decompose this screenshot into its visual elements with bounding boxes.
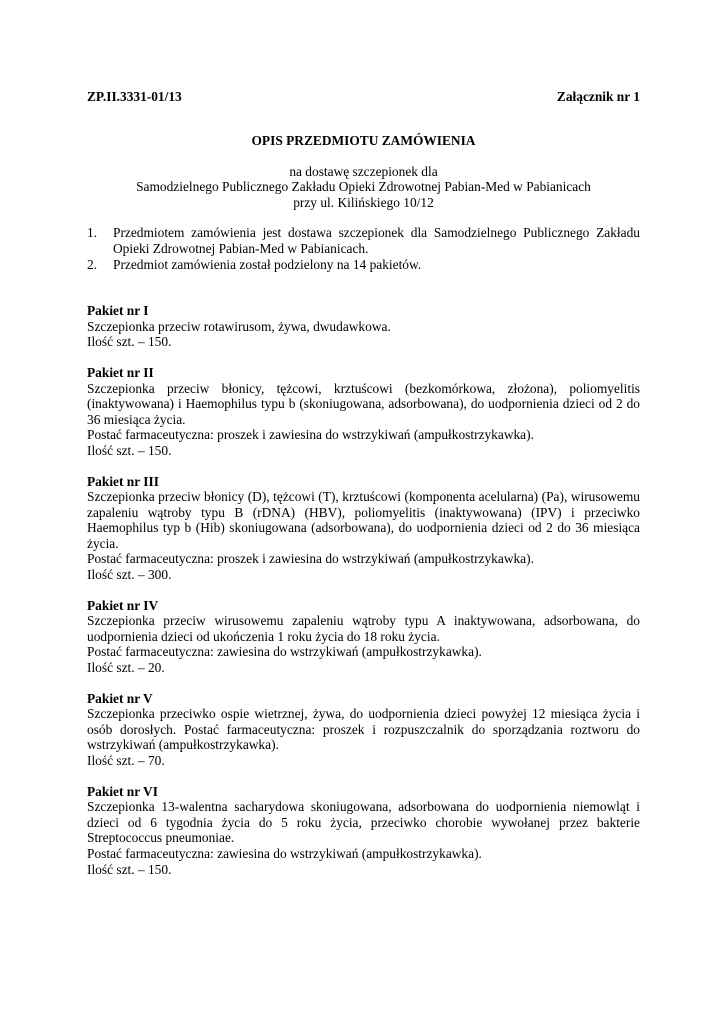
subtitle-line: na dostawę szczepionek dla (289, 163, 438, 179)
package-4 (87, 598, 640, 676)
attachment-label: Załącznik nr 1 (556, 89, 640, 104)
package-line: Ilość szt. – 150. (87, 334, 172, 350)
package-title: Pakiet nr V (87, 690, 153, 706)
package-title: Pakiet nr VI (87, 783, 158, 799)
package-line: Szczepionka przeciw błonicy, tężcowi, krztuścowi (bezkomórkowa, złożona), poliomyelitis (inaktywowana) i Haemophilus typu b (skoniugowana, adsorbowana), do uodpornienia dzieci od 2 do 36 miesiąca życia. (87, 380, 640, 427)
intro-item (87, 225, 640, 256)
package-line: Szczepionka przeciw rotawirusom, żywa, dwudawkowa. (87, 318, 391, 334)
package-line: Ilość szt. – 300. (87, 567, 172, 583)
package-6 (87, 784, 640, 878)
document-subtitle (87, 164, 640, 211)
package-title: Pakiet nr I (87, 303, 149, 319)
package-title: Pakiet nr II (87, 364, 154, 380)
intro-list (87, 225, 640, 272)
package-title: Pakiet nr IV (87, 597, 159, 613)
document-page (87, 89, 640, 877)
package-title: Pakiet nr III (87, 473, 159, 489)
document-title: OPIS PRZEDMIOTU ZAMÓWIENIA (251, 133, 476, 148)
package-1 (87, 303, 640, 350)
package-line: Postać farmaceutyczna: zawiesina do wstrzykiwań (ampułkostrzykawka). (87, 845, 482, 861)
package-3 (87, 474, 640, 583)
package-line: Ilość szt. – 20. (87, 660, 165, 676)
document-header (87, 89, 640, 105)
package-2 (87, 365, 640, 459)
package-line: Ilość szt. – 150. (87, 861, 172, 877)
subtitle-line: Samodzielnego Publicznego Zakładu Opieki Zdrowotnej Pabian-Med w Pabianicach (136, 179, 591, 195)
package-line: Ilość szt. – 150. (87, 442, 172, 458)
intro-item (87, 257, 640, 273)
package-line: Postać farmaceutyczna: proszek i zawiesina do wstrzykiwań (ampułkostrzykawka). (87, 427, 534, 443)
intro-item-number: 2. (87, 256, 98, 272)
package-line: Szczepionka 13-walentna sacharydowa skoniugowana, adsorbowana do uodpornienia niemowląt i dzieci od 6 tygodnia życia do 5 roku życia, przeciwko chorobie wywołanej przez bakterie Streptococcus pneumoniae. (87, 799, 640, 846)
package-line: Postać farmaceutyczna: proszek i zawiesina do wstrzykiwań (ampułkostrzykawka). (87, 551, 534, 567)
subtitle-line: przy ul. Kilińskiego 10/12 (293, 194, 434, 210)
package-line: Postać farmaceutyczna: zawiesina do wstrzykiwań (ampułkostrzykawka). (87, 644, 482, 660)
package-5 (87, 691, 640, 769)
intro-item-text: Przedmiotem zamówienia jest dostawa szczepionek dla Samodzielnego Publicznego Zakładu Opieki Zdrowotnej Pabian-Med w Pabianicach. (113, 225, 640, 256)
package-line: Ilość szt. – 70. (87, 753, 165, 768)
package-line: Szczepionka przeciw wirusowemu zapaleniu wątroby typu A inaktywowana, adsorbowana, do uodpornienia dzieci od ukończenia 1 roku życia do 18 roku życia. (87, 613, 640, 644)
intro-item-number: 1. (87, 225, 98, 241)
intro-item-text: Przedmiot zamówienia został podzielony na 14 pakietów. (113, 256, 422, 272)
package-line: Szczepionka przeciw błonicy (D), tężcowi (T), krztuścowi (komponenta acelularna) (Pa), wirusowemu zapaleniu wątroby typu B (rDNA) (HBV), poliomyelitis (inaktywowana) (IPV) i przeciwko Haemophilus typ b (Hib) skoniugowana (adsorbowana), do uodpornienia dzieci od 2 do 36 miesiąca życia. (87, 489, 640, 551)
reference-number: ZP.II.3331-01/13 (87, 89, 182, 104)
package-line: Szczepionka przeciwko ospie wietrznej, żywa, do uodpornienia dzieci powyżej 12 miesiąca życia i osób dorosłych. Postać farmaceutyczna: proszek i rozpuszczalnik do sporządzania roztworu do wstrzykiwań (ampułkostrzykawka). (87, 706, 640, 753)
